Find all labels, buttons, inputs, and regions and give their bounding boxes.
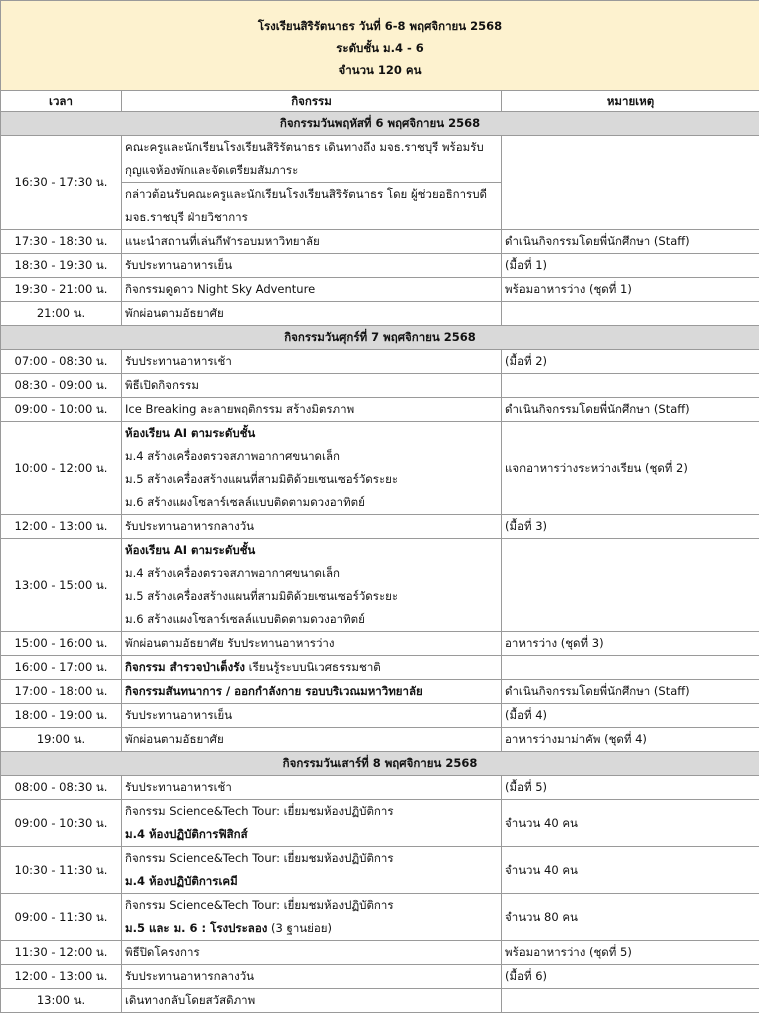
time-cell: 18:30 - 19:30 น.	[1, 254, 122, 278]
activity-cell	[122, 422, 502, 515]
activity-cell: รับประทานอาหารกลางวัน	[122, 965, 502, 989]
time-cell: 10:30 - 11:30 น.	[1, 847, 122, 894]
table-row	[1, 632, 759, 656]
time-cell: 13:00 น.	[1, 989, 122, 1013]
col-header-note: หมายเหตุ	[502, 91, 759, 112]
activity-cell: กิจกรรมสันทนาการ / ออกกำลังกาย รอบบริเวณมหาวิทยาลัย	[122, 680, 502, 704]
activity-cell: พักผ่อนตามอัธยาศัย รับประทานอาหารว่าง	[122, 632, 502, 656]
activity-text: เรียนรู้ระบบนิเวศธรรมชาติ	[245, 660, 381, 674]
title-line-level: ระดับชั้น ม.4 - 6	[336, 40, 424, 55]
time-cell: 16:30 - 17:30 น.	[1, 136, 122, 230]
note-cell: แจกอาหารว่างระหว่างเรียน (ชุดที่ 2)	[502, 422, 759, 515]
activity-cell	[122, 539, 502, 632]
table-row	[1, 278, 759, 302]
note-cell: จำนวน 40 คน	[502, 847, 759, 894]
activity-line: ม.6 สร้างแผงโซลาร์เซลล์แบบติดตามดวงอาทิตย์	[125, 612, 365, 626]
activity-cell: กิจกรรมดูดาว Night Sky Adventure	[122, 278, 502, 302]
note-cell: (มื้อที่ 3)	[502, 515, 759, 539]
note-cell	[502, 539, 759, 632]
activity-line: กิจกรรม Science&Tech Tour: เยี่ยมชมห้องปฏิบัติการ	[125, 851, 394, 865]
activity-cell	[122, 136, 502, 183]
activity-cell: Ice Breaking ละลายพฤติกรรม สร้างมิตรภาพ	[122, 398, 502, 422]
time-cell: 15:00 - 16:00 น.	[1, 632, 122, 656]
note-cell: ดำเนินกิจกรรมโดยพี่นักศึกษา (Staff)	[502, 680, 759, 704]
activity-line: กิจกรรม Science&Tech Tour: เยี่ยมชมห้องปฏิบัติการ	[125, 898, 394, 912]
table-row	[1, 894, 759, 941]
activity-line: คณะครูและนักเรียนโรงเรียนสิริรัตนาธร เดินทางถึง มจธ.ราชบุรี พร้อมรับ	[125, 140, 484, 154]
note-cell: จำนวน 80 คน	[502, 894, 759, 941]
time-cell: 09:00 - 10:00 น.	[1, 398, 122, 422]
activity-heading: ห้องเรียน AI ตามระดับชั้น	[125, 426, 256, 440]
note-cell: (มื้อที่ 5)	[502, 776, 759, 800]
activity-text: (3 ฐานย่อย)	[267, 921, 333, 935]
activity-cell	[122, 894, 502, 941]
day-header-row	[1, 326, 759, 350]
activity-cell: เดินทางกลับโดยสวัสดิภาพ	[122, 989, 502, 1013]
table-row	[1, 302, 759, 326]
note-cell	[502, 989, 759, 1013]
activity-cell	[122, 183, 502, 230]
activity-cell: พิธีปิดโครงการ	[122, 941, 502, 965]
table-row	[1, 136, 759, 183]
activity-line: ม.5 สร้างเครื่องสร้างแผนที่สามมิติด้วยเซนเซอร์วัดระยะ	[125, 472, 399, 486]
note-cell: (มื้อที่ 2)	[502, 350, 759, 374]
note-cell	[502, 136, 759, 230]
time-cell: 18:00 - 19:00 น.	[1, 704, 122, 728]
table-row	[1, 704, 759, 728]
activity-heading: ห้องเรียน AI ตามระดับชั้น	[125, 543, 256, 557]
table-row	[1, 965, 759, 989]
table-row	[1, 989, 759, 1013]
time-cell: 17:00 - 18:00 น.	[1, 680, 122, 704]
day1-title: กิจกรรมวันพฤหัสที่ 6 พฤศจิกายน 2568	[1, 112, 759, 136]
time-cell: 07:00 - 08:30 น.	[1, 350, 122, 374]
activity-cell: รับประทานอาหารกลางวัน	[122, 515, 502, 539]
activity-cell	[122, 847, 502, 894]
note-cell: ดำเนินกิจกรรมโดยพี่นักศึกษา (Staff)	[502, 398, 759, 422]
time-cell: 12:00 - 13:00 น.	[1, 965, 122, 989]
table-row	[1, 398, 759, 422]
activity-cell	[122, 800, 502, 847]
activity-line: กล่าวต้อนรับคณะครูและนักเรียนโรงเรียนสิริรัตนาธร โดย ผู้ช่วยอธิการบดี	[125, 187, 487, 201]
day2-title: กิจกรรมวันศุกร์ที่ 7 พฤศจิกายน 2568	[1, 326, 759, 350]
table-row	[1, 800, 759, 847]
day-header-row	[1, 112, 759, 136]
note-cell: พร้อมอาหารว่าง (ชุดที่ 1)	[502, 278, 759, 302]
title-row	[1, 1, 759, 91]
table-row	[1, 776, 759, 800]
activity-line: มจธ.ราชบุรี ฝ่ายวิชาการ	[125, 210, 248, 224]
table-row	[1, 656, 759, 680]
activity-line: ม.4 ห้องปฏิบัติการฟิสิกส์	[125, 827, 248, 841]
note-cell	[502, 656, 759, 680]
time-cell: 19:30 - 21:00 น.	[1, 278, 122, 302]
time-cell: 09:00 - 10:30 น.	[1, 800, 122, 847]
note-cell: (มื้อที่ 1)	[502, 254, 759, 278]
activity-line: ม.4 สร้างเครื่องตรวจสภาพอากาศขนาดเล็ก	[125, 566, 340, 580]
time-cell: 08:00 - 08:30 น.	[1, 776, 122, 800]
activity-line: ม.4 ห้องปฏิบัติการเคมี	[125, 874, 238, 888]
time-cell: 16:00 - 17:00 น.	[1, 656, 122, 680]
table-row	[1, 680, 759, 704]
time-cell: 12:00 - 13:00 น.	[1, 515, 122, 539]
time-cell: 13:00 - 15:00 น.	[1, 539, 122, 632]
note-cell	[502, 302, 759, 326]
table-row	[1, 230, 759, 254]
activity-line: ม.4 สร้างเครื่องตรวจสภาพอากาศขนาดเล็ก	[125, 449, 340, 463]
table-row	[1, 350, 759, 374]
table-row	[1, 254, 759, 278]
col-header-activity: กิจกรรม	[122, 91, 502, 112]
activity-cell: พักผ่อนตามอัธยาศัย	[122, 728, 502, 752]
document-title	[1, 1, 759, 91]
table-row	[1, 374, 759, 398]
activity-cell: แนะนำสถานที่เล่นกีฬารอบมหาวิทยาลัย	[122, 230, 502, 254]
table-row	[1, 515, 759, 539]
activity-cell	[122, 656, 502, 680]
time-cell: 17:30 - 18:30 น.	[1, 230, 122, 254]
activity-cell: พักผ่อนตามอัธยาศัย	[122, 302, 502, 326]
time-cell: 08:30 - 09:00 น.	[1, 374, 122, 398]
note-cell: จำนวน 40 คน	[502, 800, 759, 847]
activity-line: กุญแจห้องพักและจัดเตรียมสัมภาระ	[125, 163, 299, 177]
table-row	[1, 728, 759, 752]
activity-cell: รับประทานอาหารเช้า	[122, 350, 502, 374]
note-cell: พร้อมอาหารว่าง (ชุดที่ 5)	[502, 941, 759, 965]
activity-line: กิจกรรม Science&Tech Tour: เยี่ยมชมห้องปฏิบัติการ	[125, 804, 394, 818]
title-line-count: จำนวน 120 คน	[338, 62, 422, 77]
note-cell: อาหารว่างมาม่าคัพ (ชุดที่ 4)	[502, 728, 759, 752]
activity-line: ม.5 สร้างเครื่องสร้างแผนที่สามมิติด้วยเซนเซอร์วัดระยะ	[125, 589, 399, 603]
note-cell	[502, 374, 759, 398]
time-cell: 11:30 - 12:00 น.	[1, 941, 122, 965]
note-cell: (มื้อที่ 6)	[502, 965, 759, 989]
column-header-row	[1, 91, 759, 112]
note-cell: (มื้อที่ 4)	[502, 704, 759, 728]
table-row	[1, 539, 759, 632]
note-cell: อาหารว่าง (ชุดที่ 3)	[502, 632, 759, 656]
time-cell: 10:00 - 12:00 น.	[1, 422, 122, 515]
note-cell: ดำเนินกิจกรรมโดยพี่นักศึกษา (Staff)	[502, 230, 759, 254]
day3-title: กิจกรรมวันเสาร์ที่ 8 พฤศจิกายน 2568	[1, 752, 759, 776]
day-header-row	[1, 752, 759, 776]
activity-cell: รับประทานอาหารเย็น	[122, 254, 502, 278]
time-cell: 19:00 น.	[1, 728, 122, 752]
table-row	[1, 941, 759, 965]
table-row	[1, 847, 759, 894]
col-header-time: เวลา	[1, 91, 122, 112]
table-row	[1, 422, 759, 515]
activity-cell: พิธีเปิดกิจกรรม	[122, 374, 502, 398]
activity-cell: รับประทานอาหารเช้า	[122, 776, 502, 800]
time-cell: 09:00 - 11:30 น.	[1, 894, 122, 941]
activity-cell: รับประทานอาหารเย็น	[122, 704, 502, 728]
title-line-school: โรงเรียนสิริรัตนาธร วันที่ 6-8 พฤศจิกายน 2568	[257, 18, 503, 33]
activity-line: ม.6 สร้างแผงโซลาร์เซลล์แบบติดตามดวงอาทิตย์	[125, 495, 365, 509]
activity-line	[125, 917, 498, 940]
time-cell: 21:00 น.	[1, 302, 122, 326]
activity-bold-text: กิจกรรม สำรวจป่าเต็งรัง	[125, 660, 246, 674]
activity-bold-text: ม.5 และ ม. 6 : โรงประลอง	[125, 921, 268, 935]
